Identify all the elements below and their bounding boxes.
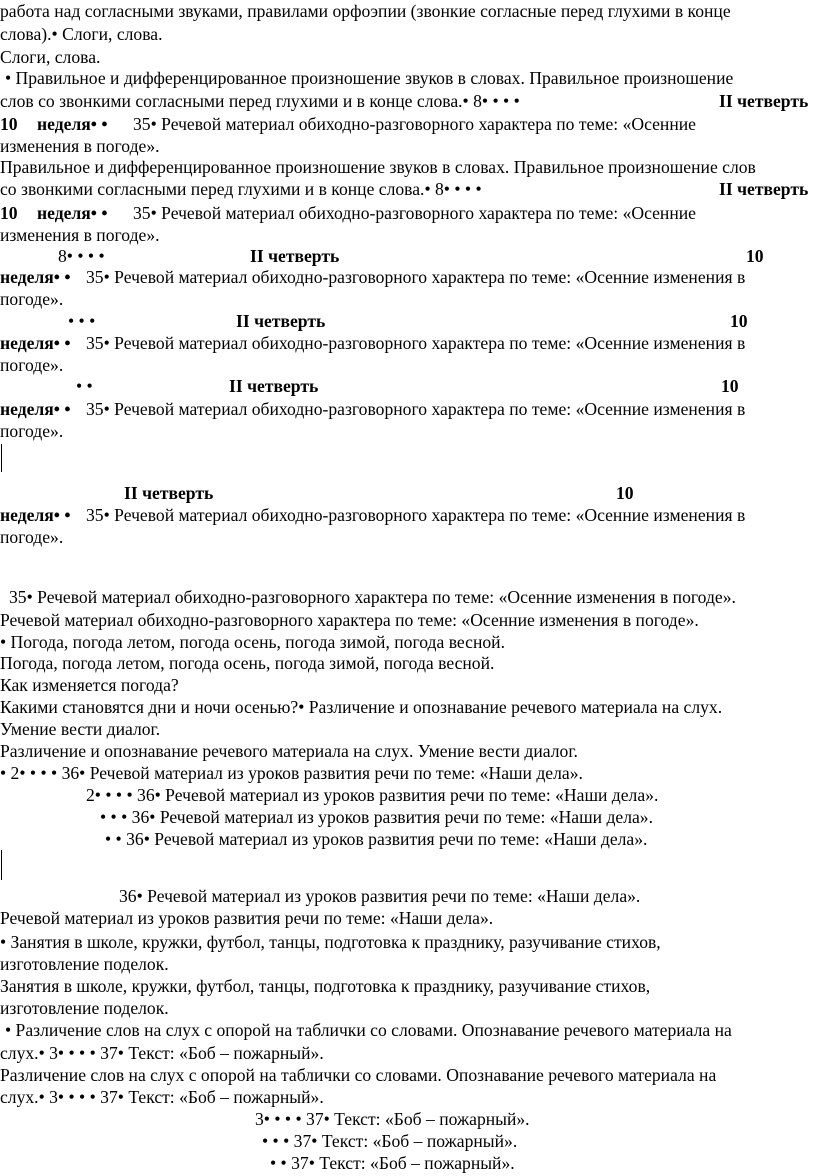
text-line xyxy=(0,178,816,201)
quarter-label: II четверть xyxy=(719,91,809,111)
text-line: изменения в погоде». xyxy=(0,136,160,156)
text-line xyxy=(0,997,816,1020)
text-line xyxy=(0,828,816,851)
text-line: 35• Речевой материал обиходно-разговорного характера по теме: «Осенние изменения в погоде». xyxy=(9,587,736,607)
text-line: погоде». xyxy=(0,289,64,309)
text-line: • • • xyxy=(68,311,96,331)
text-line: Умение вести диалог. xyxy=(0,719,161,739)
text-line xyxy=(0,202,816,225)
text-line: 35• Речевой материал обиходно-разговорного характера по теме: «Осенние изменения в xyxy=(86,399,746,419)
text-line xyxy=(0,674,816,697)
week-number: 10 xyxy=(730,311,748,331)
text-line: 35• Речевой материал обиходно-разговорного характера по теме: «Осенние изменения в xyxy=(86,267,746,287)
text-line: Занятия в школе, кружки, футбол, танцы, подготовка к празднику, разучивание стихов, xyxy=(0,976,651,996)
text-line: изготовление поделок. xyxy=(0,954,169,974)
text-line: Погода, погода летом, погода осень, погода зимой, погода весной. xyxy=(0,653,495,673)
quarter-label: II четверть xyxy=(229,376,319,396)
week-label: неделя• • xyxy=(0,333,71,353)
text-line: • Правильное и дифференцированное произношение звуков в словах. Правильное произношение xyxy=(5,68,734,88)
text-line: • 2• • • • 36• Речевой материал из уроков развития речи по теме: «Наши дела». xyxy=(0,763,583,783)
text-line xyxy=(0,652,816,675)
text-line: 35• Речевой материал обиходно-разговорного характера по теме: «Осенние xyxy=(133,203,696,223)
text-line: изменения в погоде». xyxy=(0,225,160,245)
week-label: неделя• • xyxy=(0,399,71,419)
text-line xyxy=(0,354,816,377)
text-line: Речевой материал из уроков развития речи по теме: «Наши дела». xyxy=(0,908,494,928)
text-line xyxy=(0,1019,816,1042)
text-line: слова).• Слоги, слова. xyxy=(0,24,163,44)
text-line: Как изменяется погода? xyxy=(0,675,179,695)
text-line: 35• Речевой материал обиходно-разговорного характера по теме: «Осенние xyxy=(133,114,696,134)
text-line: • Занятия в школе, кружки, футбол, танцы, подготовка к празднику, разучивание стихов, xyxy=(0,932,661,952)
text-line xyxy=(0,332,816,355)
text-line: Слоги, слова. xyxy=(0,47,101,67)
text-line xyxy=(0,398,816,421)
text-line xyxy=(0,762,816,785)
quarter-label: II четверть xyxy=(124,483,214,503)
text-line xyxy=(0,67,816,90)
text-line xyxy=(0,740,816,763)
text-line xyxy=(0,224,816,247)
text-line xyxy=(0,266,816,289)
text-line: Различение и опознавание речевого материала на слух. Умение вести диалог. xyxy=(0,741,578,761)
text-line xyxy=(0,156,816,179)
text-line xyxy=(0,504,816,527)
text-line: 36• Речевой материал из уроков развития речи по теме: «Наши дела». xyxy=(119,886,641,906)
text-line xyxy=(0,696,816,719)
text-line: погоде». xyxy=(0,421,64,441)
text-line xyxy=(0,23,816,46)
text-line: слух.• 3• • • • 37• Текст: «Боб – пожарный». xyxy=(0,1087,324,1107)
week-label: неделя• • xyxy=(37,114,108,134)
text-line xyxy=(0,885,816,908)
page-break-marker xyxy=(1,444,2,472)
week-label: неделя• • xyxy=(37,203,108,223)
text-line: • • • 36• Речевой материал из уроков развития речи по теме: «Наши дела». xyxy=(100,807,653,827)
text-line xyxy=(0,784,816,807)
week-label: неделя• • xyxy=(0,267,71,287)
text-line xyxy=(0,609,816,632)
text-line xyxy=(0,1042,816,1065)
week-label: неделя• • xyxy=(0,505,71,525)
text-line xyxy=(0,1086,816,1109)
text-line xyxy=(0,482,816,505)
text-line: • • xyxy=(76,376,93,396)
text-line: погоде». xyxy=(0,527,64,547)
text-line xyxy=(0,718,816,741)
text-line: • Погода, погода летом, погода осень, погода зимой, погода весной. xyxy=(0,632,505,652)
text-line xyxy=(0,90,816,113)
text-line xyxy=(0,375,816,398)
text-line: 3• • • • 37• Текст: «Боб – пожарный». xyxy=(255,1109,530,1129)
text-line xyxy=(0,1108,816,1131)
text-line: Какими становятся дни и ночи осенью?• Различение и опознавание речевого материала на слух. xyxy=(0,697,723,717)
text-line: • Различение слов на слух с опорой на таблички со словами. Опознавание речевого материала на xyxy=(5,1020,732,1040)
text-line xyxy=(0,953,816,976)
text-line xyxy=(0,288,816,311)
quarter-label: II четверть xyxy=(719,179,809,199)
text-line: 35• Речевой материал обиходно-разговорного характера по теме: «Осенние изменения в xyxy=(86,333,746,353)
text-line xyxy=(0,631,816,654)
text-line: работа над согласными звуками, правилами орфоэпии (звонкие согласные перед глухими в конце xyxy=(0,1,731,21)
text-line xyxy=(0,310,816,333)
text-line: погоде». xyxy=(0,355,64,375)
text-line: Речевой материал обиходно-разговорного характера по теме: «Осенние изменения в погоде». xyxy=(0,610,699,630)
text-line xyxy=(0,1064,816,1087)
text-line: 2• • • • 36• Речевой материал из уроков развития речи по теме: «Наши дела». xyxy=(86,785,659,805)
text-line xyxy=(0,420,816,443)
text-line: Различение слов на слух с опорой на таблички со словами. Опознавание речевого материала на xyxy=(0,1065,717,1085)
quarter-label: II четверть xyxy=(236,311,326,331)
quarter-label: II четверть xyxy=(250,246,340,266)
text-line xyxy=(0,526,816,549)
text-line xyxy=(0,135,816,158)
text-line xyxy=(0,975,816,998)
text-line xyxy=(0,907,816,930)
text-line: Правильное и дифференцированное произношение звуков в словах. Правильное произношение слов xyxy=(0,157,756,177)
text-line xyxy=(0,586,816,609)
text-line: • • 37• Текст: «Боб – пожарный». xyxy=(270,1153,515,1173)
text-line xyxy=(0,1130,816,1153)
week-number: 10 xyxy=(616,483,634,503)
text-line xyxy=(0,931,816,954)
text-line xyxy=(0,1152,816,1175)
text-line: изготовление поделок. xyxy=(0,998,169,1018)
week-number: 10 xyxy=(0,203,18,223)
text-line: 35• Речевой материал обиходно-разговорного характера по теме: «Осенние изменения в xyxy=(86,505,746,525)
text-line xyxy=(0,0,816,23)
text-line xyxy=(0,46,816,69)
text-line: • • 36• Речевой материал из уроков развития речи по теме: «Наши дела». xyxy=(105,829,648,849)
week-number: 10 xyxy=(721,376,739,396)
text-line: слух.• 3• • • • 37• Текст: «Боб – пожарный». xyxy=(0,1043,324,1063)
text-line xyxy=(0,113,816,136)
text-line: со звонкими согласными перед глухими и в конце слова.• 8• • • • xyxy=(0,179,482,199)
text-line: • • • 37• Текст: «Боб – пожарный». xyxy=(262,1131,518,1151)
page-break-marker xyxy=(1,850,2,880)
text-line: слов со звонкими согласными перед глухими и в конце слова.• 8• • • • xyxy=(0,91,520,111)
text-line: 8• • • • xyxy=(58,246,105,266)
week-number: 10 xyxy=(746,246,764,266)
week-number: 10 xyxy=(0,114,18,134)
text-line xyxy=(0,806,816,829)
text-line xyxy=(0,245,816,268)
